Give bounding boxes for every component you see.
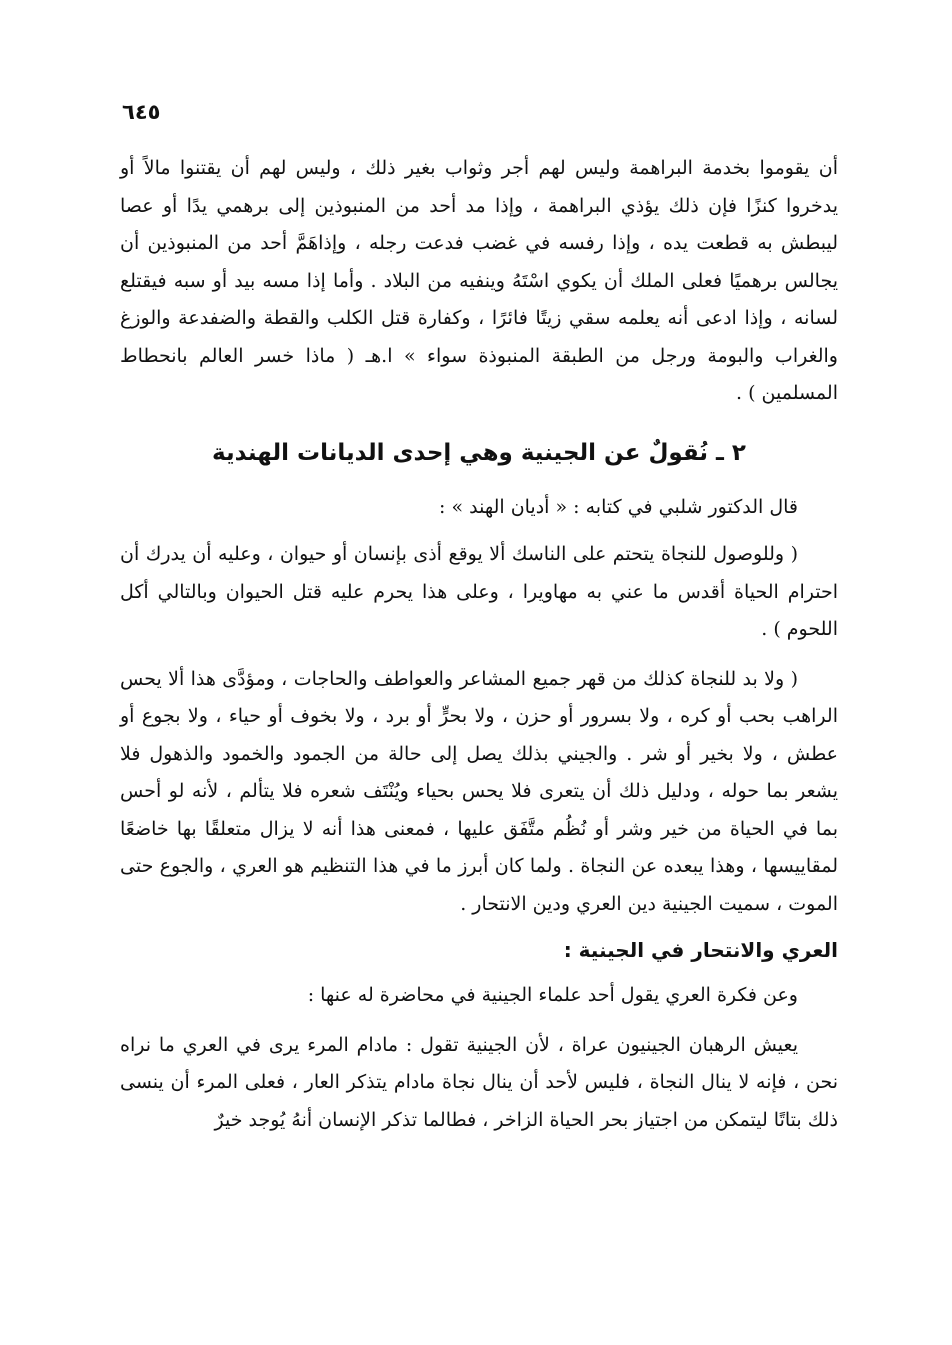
text-column (120, 150, 838, 1139)
paragraph-salvation: ( وللوصول للنجاة يتحتم على الناسك ألا يوقع أذى بإنسان أو حيوان ، وعليه أن يدرك أن احترام الحياة أقدس ما عني به مهاويرا ، وعلى هذا يحرم عليه قتل الحيوان وبالتالي أكل اللحوم ) . (120, 543, 838, 640)
quote-intro: قال الدكتور شلبي في كتابه : « أديان الهند » : (439, 495, 798, 518)
paragraph-brahmin-laws: أن يقوموا بخدمة البراهمة وليس لهم أجر وثواب بغير ذلك ، وليس لهم أن يقتنوا مالاً أو يدخروا كنزًا فإن ذلك يؤذي البراهمة ، وإذا مد أحد من المنبوذين إلى برهمي يدًا أو عصا ليبطش به قطعت يده ، وإذا رفسه في غضب فدعت رجله ، وإذاهَمَّ أحد من المنبوذين أن يجالس برهميًا فعلى الملك أن يكوي اسْتَهُ وينفيه من البلاد . وأما إذا مسه بيد أو سبه فيقتلع لسانه ، وإذا ادعى أنه يعلمه سقي زيتًا فائرًا ، وكفارة قتل الكلب والقطة والضفدعة والوزغ والغراب والبومة ورجل من الطبقة المنبوذة سواء » ا.هـ ( ماذا خسر العالم بانحطاط المسلمين ) . (120, 157, 838, 404)
paragraph-suppression: ( ولا بد للنجاة كذلك من قهر جميع المشاعر والعواطف والحاجات ، ومؤدَّى هذا ألا يحس الراهب بحب أو كره ، ولا بسرور أو حزن ، ولا بحرٍّ أو برد ، ولا بخوف أو حياء ، ولا بجوع أو عطش ، ولا بخير أو شر . والجيني بذلك يصل إلى حالة من الجمود والخمود والذهول فلا يشعر بما حوله ، ودليل ذلك أن يتعرى فلا يحس بحياء ويُنْتَف شعره فلا يتألم ، لأنه لو أحس بما في الحياة من خير وشر أو نُظُم متَّفَق عليها ، فمعنى هذا أنه لا يزال متعلقًا بها خاضعًا لمقاييسها ، وهذا يبعده عن النجاة . ولما كان أبرز ما في هذا التنظيم هو العري ، والجوع حتى الموت ، سميت الجينية دين العري ودين الانتحار . (120, 667, 838, 915)
paragraph-monks: يعيش الرهبان الجينيون عراة ، لأن الجينية تقول : مادام المرء يرى في العري ما نراه نحن ، فإنه لا ينال النجاة ، فليس لأحد أن ينال نجاة مادام يتذكر العار ، فعلى المرء أن ينسى ذلك بتاتًا ليتمكن من اجتياز بحر الحياة الزاخر ، فطالما تذكر الإنسان أنهُ يُوجد خيرٌ (120, 1033, 838, 1131)
paragraph-lecture-intro: وعن فكرة العري يقول أحد علماء الجينية في محاضرة له عنها : (307, 984, 798, 1006)
sub-heading-nudity: العري والانتحار في الجينية : (563, 938, 838, 962)
page-number: ٦٤٥ (122, 100, 161, 124)
section-heading-jainism: ٢ ـ نُقولٌ عن الجينية وهي إحدى الديانات الهندية (212, 439, 746, 466)
